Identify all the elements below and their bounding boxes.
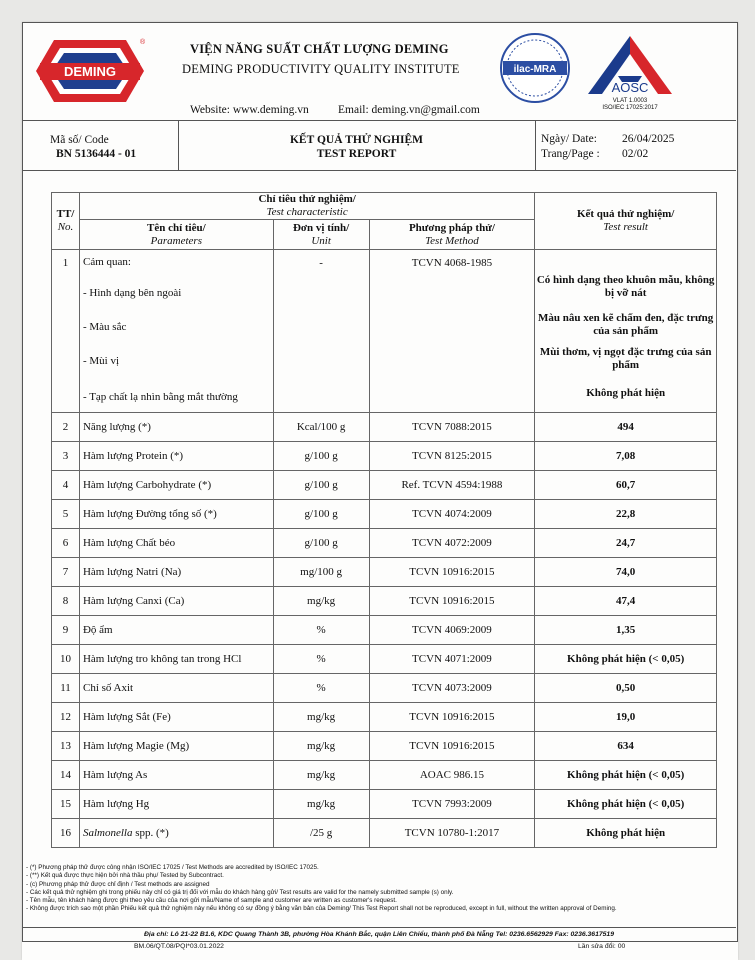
date-page-cell [535, 120, 737, 170]
row-no: 1 [52, 250, 80, 413]
row-unit: mg/kg [273, 703, 369, 732]
row-result: 494 [535, 413, 717, 442]
table-row [52, 587, 717, 616]
row-unit: mg/100 g [273, 558, 369, 587]
address-line: Địa chỉ: Lô 21-22 B1.6, KDC Quang Thành 3B, phường Hòa Khánh Bắc, quận Liên Chiểu, thành phố Đà Nẵng Tel: 0236.6562929 Fax: 0236.3617519 [22, 927, 736, 938]
table-row [52, 471, 717, 500]
aosc-vlat: VLAT 1.0003 [612, 98, 648, 104]
row-result: Không phát hiện (< 0,05) [535, 761, 717, 790]
report-title-vn: KẾT QUẢ THỬ NGHIỆM [289, 134, 423, 146]
table-row [52, 529, 717, 558]
svg-text:®: ® [140, 39, 146, 46]
row-param: Chỉ số Axit [79, 674, 273, 703]
table-row [52, 790, 717, 819]
deming-logo [34, 34, 146, 108]
row-result: 19,0 [535, 703, 717, 732]
row-result: 634 [535, 732, 717, 761]
report-title-en: TEST REPORT [316, 148, 397, 160]
row-result: Không phát hiện [535, 819, 717, 848]
row-no: 11 [52, 674, 80, 703]
row-param: Năng lượng (*) [79, 413, 273, 442]
row-unit: mg/kg [273, 732, 369, 761]
row-method: TCVN 8125:2015 [369, 442, 535, 471]
row-param: Hàm lượng Chất béo [79, 529, 273, 558]
row-param: Hàm lượng Sắt (Fe) [79, 703, 273, 732]
ilac-text: ilac-MRA [513, 64, 557, 75]
header-characteristic: Chỉ tiêu thử nghiệm/ Test characteristic [79, 193, 534, 220]
aosc-text: AOSC [611, 80, 649, 95]
row-result: 60,7 [535, 471, 717, 500]
report-page [22, 22, 738, 960]
row-method: TCVN 4069:2009 [369, 616, 535, 645]
date-value: 26/04/2025 [622, 133, 675, 145]
row-method: AOAC 986.15 [369, 761, 535, 790]
row-unit: g/100 g [273, 442, 369, 471]
row-no: 2 [52, 413, 80, 442]
row-param: Hàm lượng Carbohydrate (*) [79, 471, 273, 500]
row-result: Không phát hiện (< 0,05) [535, 790, 717, 819]
row-unit: mg/kg [273, 587, 369, 616]
header-no: TT/ No. [52, 193, 80, 250]
row-method: TCVN 4072:2009 [369, 529, 535, 558]
row-method: TCVN 4071:2009 [369, 645, 535, 674]
row-no: 3 [52, 442, 80, 471]
row-no: 5 [52, 500, 80, 529]
ilac-mra-logo [497, 30, 573, 106]
row-no: 15 [52, 790, 80, 819]
row-result: 74,0 [535, 558, 717, 587]
row-result: 0,50 [535, 674, 717, 703]
row-param: Hàm lượng Canxi (Ca) [79, 587, 273, 616]
row-method: TCVN 7993:2009 [369, 790, 535, 819]
table-row [52, 761, 717, 790]
table-row [52, 616, 717, 645]
row-no: 6 [52, 529, 80, 558]
footnote: - (c) Phương pháp thử được chỉ định / Test methods are assigned [26, 880, 210, 888]
row-param-sensory: Cảm quan: - Hình dạng bên ngoài - Màu sắc - Mùi vị - Tạp chất lạ nhìn bằng mắt thường [79, 250, 273, 413]
table-row-sensory [52, 250, 717, 413]
row-method: Ref. TCVN 4594:1988 [369, 471, 535, 500]
row-param: Hàm lượng tro không tan trong HCl [79, 645, 273, 674]
row-result: 22,8 [535, 500, 717, 529]
row-unit: g/100 g [273, 529, 369, 558]
row-param: Hàm lượng Hg [79, 790, 273, 819]
website-link[interactable]: Website: www.deming.vn [190, 104, 309, 116]
header-parameters: Tên chỉ tiêu/ Parameters [79, 220, 273, 250]
row-unit: mg/kg [273, 790, 369, 819]
email-link[interactable]: Email: deming.vn@gmail.com [338, 104, 480, 116]
table-row [52, 674, 717, 703]
row-param: Hàm lượng Natri (Na) [79, 558, 273, 587]
table-row [52, 442, 717, 471]
table-row [52, 703, 717, 732]
footnote: - Không được trích sao một phần Phiếu kết quả thử nghiệm này nếu không có sự đồng ý bằng văn bản của Deming/ This Test Report shall not be reproduced, except in full, without the written approval of Deming. [26, 905, 617, 913]
logo-text: DEMING [64, 64, 116, 79]
footnote: - (**) Kết quả được thực hiện bởi nhà thầu phụ/ Tested by Subcontract. [26, 872, 224, 880]
row-param: Hàm lượng Protein (*) [79, 442, 273, 471]
code-label: Mã số/ Code [50, 134, 109, 146]
code-value: BN 5136444 - 01 [56, 148, 137, 160]
param-rest: spp. (*) [132, 827, 169, 839]
row-no: 14 [52, 761, 80, 790]
row-method: TCVN 4073:2009 [369, 674, 535, 703]
table-row [52, 732, 717, 761]
row-no: 10 [52, 645, 80, 674]
row-unit: /25 g [273, 819, 369, 848]
footnote: - Tên mẫu, tên khách hàng được ghi theo yêu cầu của nơi gửi mẫu/Name of sample and customer are written as customer's request. [26, 897, 397, 905]
row-unit: g/100 g [273, 500, 369, 529]
title-row [22, 120, 736, 171]
results-table [51, 192, 717, 848]
row-unit: % [273, 645, 369, 674]
code-cell [22, 120, 179, 170]
row-method: TCVN 10916:2015 [369, 703, 535, 732]
row-no: 4 [52, 471, 80, 500]
row-unit: mg/kg [273, 761, 369, 790]
row-method: TCVN 4074:2009 [369, 500, 535, 529]
row-no: 9 [52, 616, 80, 645]
header-method: Phương pháp thử/ Test Method [369, 220, 535, 250]
row-no: 7 [52, 558, 80, 587]
footnote: - (*) Phương pháp thử được công nhận ISO/IEC 17025 / Test Methods are accredited by ISO/IEC 17025. [26, 864, 319, 871]
row-unit: % [273, 616, 369, 645]
param-italic: Salmonella [82, 827, 133, 839]
row-result: 1,35 [535, 616, 717, 645]
row-unit: % [273, 674, 369, 703]
row-result: 47,4 [535, 587, 717, 616]
form-code: BM.06/QT.08/PQI*03.01.2022 [134, 943, 224, 950]
row-param: Hàm lượng Đường tổng số (*) [79, 500, 273, 529]
footnotes [26, 864, 732, 914]
report-header [22, 22, 736, 121]
institute-name-en: DEMING PRODUCTIVITY QUALITY INSTITUTE [182, 62, 460, 76]
table-row [52, 645, 717, 674]
row-unit: - [273, 250, 369, 413]
row-result-sensory: Có hình dạng theo khuôn mẫu, không bị vỡ nát Màu nâu xen kẽ chấm đen, đặc trưng của sản phẩm Mùi thơm, vị ngọt đặc trưng của sản phẩm Không phát hiện [535, 250, 717, 413]
revision-number: Lần sửa đổi: 00 [578, 943, 626, 950]
row-param: Hàm lượng As [79, 761, 273, 790]
row-param [79, 819, 273, 848]
row-method: TCVN 4068-1985 [369, 250, 535, 413]
aosc-accreditation [594, 98, 666, 112]
row-param: Hàm lượng Magie (Mg) [79, 732, 273, 761]
page-value: 02/02 [622, 148, 649, 160]
row-no: 8 [52, 587, 80, 616]
row-method: TCVN 10916:2015 [369, 558, 535, 587]
table-row [52, 819, 717, 848]
date-label: Ngày/ Date: [541, 133, 597, 145]
row-unit: Kcal/100 g [273, 413, 369, 442]
header-result: Kết quả thử nghiệm/ Test result [535, 193, 717, 250]
footnote: - Các kết quả thử nghiệm ghi trong phiếu này chỉ có giá trị đối với mẫu do khách hàng gửi/ Test results are valid for the namely submitted sample (s) only. [26, 888, 454, 896]
row-result: 24,7 [535, 529, 717, 558]
header-unit: Đơn vị tính/ Unit [273, 220, 369, 250]
row-method: TCVN 10916:2015 [369, 587, 535, 616]
page-label: Trang/Page : [541, 148, 600, 160]
aosc-iso: ISO/IEC 17025:2017 [602, 105, 658, 111]
table-row [52, 413, 717, 442]
table-header-row [52, 193, 717, 220]
row-unit: g/100 g [273, 471, 369, 500]
row-result: 7,08 [535, 442, 717, 471]
row-result: Không phát hiện (< 0,05) [535, 645, 717, 674]
row-no: 12 [52, 703, 80, 732]
row-param: Độ ẩm [79, 616, 273, 645]
row-method: TCVN 10916:2015 [369, 732, 535, 761]
row-method: TCVN 10780-1:2017 [369, 819, 535, 848]
table-row [52, 558, 717, 587]
institute-name-vn: VIỆN NĂNG SUẤT CHẤT LƯỢNG DEMING [190, 42, 449, 56]
row-no: 16 [52, 819, 80, 848]
row-no: 13 [52, 732, 80, 761]
row-method: TCVN 7088:2015 [369, 413, 535, 442]
table-row [52, 500, 717, 529]
